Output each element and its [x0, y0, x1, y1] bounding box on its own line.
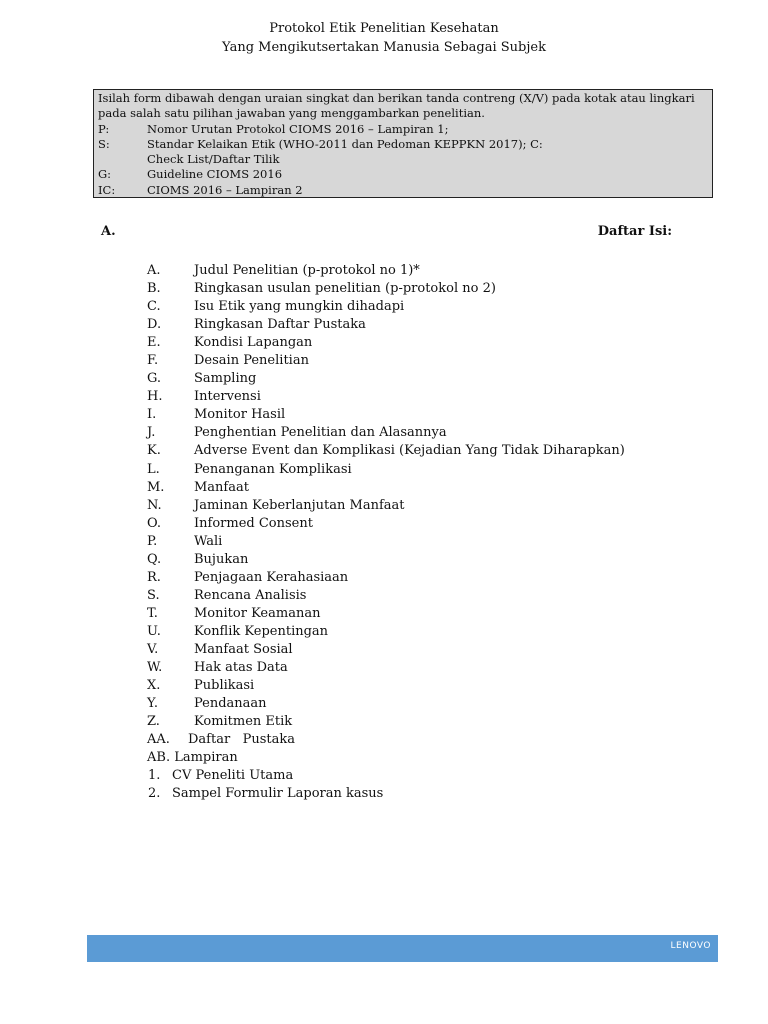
- toc-item: [147, 533, 625, 551]
- toc-letter: X.: [147, 678, 161, 694]
- toc-item: [147, 569, 625, 587]
- toc-letter: E.: [147, 335, 161, 351]
- toc-item: [147, 461, 625, 479]
- appendix-item: [147, 785, 625, 803]
- toc-letter: AA.: [147, 732, 170, 748]
- toc-text: Rencana Analisis: [194, 587, 307, 603]
- toc-item: [147, 497, 625, 515]
- toc-letter: P.: [147, 533, 158, 549]
- toc-text: Konflik Kepentingan: [194, 623, 329, 639]
- toc-letter: V.: [147, 641, 159, 657]
- toc-text: Bujukan: [194, 551, 249, 567]
- legend-code: G:: [98, 167, 112, 182]
- toc-item: [147, 388, 625, 406]
- toc-letter: F.: [147, 353, 159, 369]
- legend-text: Guideline CIOMS 2016: [147, 167, 283, 182]
- instruction-box: [93, 89, 713, 198]
- toc-letter: W.: [147, 660, 163, 676]
- appendix-text: Sampel Formulir Laporan kasus: [172, 786, 384, 802]
- legend-text: CIOMS 2016 – Lampiran 2: [147, 182, 303, 197]
- toc-item: [147, 370, 625, 388]
- document-title: Protokol Etik Penelitian Kesehatan: [269, 21, 499, 36]
- toc-text: Desain Penelitian: [194, 353, 309, 369]
- toc-text: Monitor Keamanan: [194, 605, 321, 621]
- toc-text: Ringkasan Daftar Pustaka: [194, 317, 366, 333]
- instruction-text: Isilah form dibawah dengan uraian singkat dan berikan tanda contreng (X/V) pada kotak atau lingkari pada salah satu pilihan jawaban yang menggambarkan penelitian.: [98, 91, 695, 121]
- document-subtitle: Yang Mengikutsertakan Manusia Sebagai Subjek: [222, 40, 546, 55]
- section-title: Daftar Isi:: [597, 224, 672, 239]
- toc-text: Daftar Pustaka: [188, 732, 295, 748]
- toc-letter: K.: [147, 443, 161, 459]
- appendix-item: [147, 767, 625, 785]
- toc-letter: M.: [147, 479, 165, 495]
- toc-item: [147, 587, 625, 605]
- toc-text: Penanganan Komplikasi: [194, 461, 352, 477]
- toc-text: Ringkasan usulan penelitian (p-protokol no 2): [194, 281, 496, 297]
- appendix-heading-text: AB. Lampiran: [147, 750, 238, 766]
- toc-letter: I.: [147, 407, 157, 423]
- toc-letter: B.: [147, 281, 161, 297]
- toc-item: [147, 262, 625, 280]
- toc-item: [147, 424, 625, 442]
- legend-row: [98, 137, 708, 152]
- toc-letter: D.: [147, 317, 162, 333]
- toc-text: Wali: [194, 533, 223, 549]
- toc-item: [147, 442, 625, 460]
- toc-item: [147, 479, 625, 497]
- toc-letter: Q.: [147, 551, 162, 567]
- toc-letter: O.: [147, 515, 162, 531]
- toc-text: Isu Etik yang mungkin dihadapi: [194, 299, 405, 315]
- toc-text: Jaminan Keberlanjutan Manfaat: [194, 497, 405, 513]
- toc-item: [147, 605, 625, 623]
- toc-text: Kondisi Lapangan: [194, 335, 313, 351]
- toc-item: [147, 280, 625, 298]
- toc-text: Publikasi: [194, 678, 255, 694]
- appendix-text: CV Peneliti Utama: [172, 768, 294, 784]
- legend-row: [98, 152, 708, 167]
- toc-letter: S.: [147, 587, 160, 603]
- legend-text: Check List/Daftar Tilik: [147, 152, 280, 167]
- toc-letter: C.: [147, 299, 161, 315]
- toc-item: [147, 551, 625, 569]
- toc-text: Pendanaan: [194, 696, 267, 712]
- toc-letter: N.: [147, 497, 162, 513]
- toc-text: Intervensi: [194, 389, 261, 405]
- toc-item: [147, 641, 625, 659]
- toc-letter: J.: [147, 425, 156, 441]
- footer-bar: [87, 935, 718, 962]
- toc-text: Monitor Hasil: [194, 407, 286, 423]
- legend-row: [98, 167, 708, 182]
- legend-code: S:: [98, 136, 110, 151]
- toc-text: Manfaat: [194, 479, 249, 495]
- toc-text: Manfaat Sosial: [194, 641, 293, 657]
- toc-item: [147, 316, 625, 334]
- toc-item: [147, 731, 625, 749]
- footer-brand-text: LENOVO: [670, 941, 711, 951]
- toc-text: Hak atas Data: [194, 660, 288, 676]
- toc-letter: H.: [147, 389, 163, 405]
- appendix-number: 2.: [148, 786, 161, 802]
- toc-text: Sampling: [194, 371, 257, 387]
- legend-code: P:: [98, 121, 110, 136]
- legend-text: Nomor Urutan Protokol CIOMS 2016 – Lampiran 1;: [147, 121, 449, 136]
- appendix-heading: [147, 749, 625, 767]
- toc-item: [147, 713, 625, 731]
- appendix-number: 1.: [148, 768, 161, 784]
- toc-item: [147, 352, 625, 370]
- toc-item: [147, 659, 625, 677]
- legend-row: [98, 122, 708, 137]
- toc-letter: L.: [147, 461, 160, 477]
- toc-text: Penghentian Penelitian dan Alasannya: [194, 425, 447, 441]
- toc-item: [147, 623, 625, 641]
- legend-text: Standar Kelaikan Etik (WHO-2011 dan Pedoman KEPPKN 2017); C:: [147, 136, 543, 151]
- legend-code: [98, 152, 147, 167]
- toc-letter: R.: [147, 569, 161, 585]
- toc-letter: Y.: [147, 696, 159, 712]
- toc-text: Penjagaan Kerahasiaan: [194, 569, 349, 585]
- legend-row: [98, 183, 708, 198]
- toc-letter: Z.: [147, 714, 160, 730]
- toc-letter: A.: [147, 263, 161, 278]
- toc-text: Informed Consent: [194, 515, 313, 531]
- toc-letter: T.: [147, 605, 158, 621]
- toc-letter: U.: [147, 623, 161, 639]
- toc-text: Judul Penelitian (p-protokol no 1)*: [194, 263, 420, 278]
- toc-item: [147, 334, 625, 352]
- toc-item: [147, 406, 625, 424]
- toc-item: [147, 677, 625, 695]
- toc-text: Adverse Event dan Komplikasi (Kejadian Yang Tidak Diharapkan): [194, 443, 625, 459]
- legend-code: IC:: [98, 182, 116, 197]
- toc-letter: G.: [147, 371, 162, 387]
- table-of-contents: [147, 262, 625, 803]
- section-letter: A.: [101, 224, 116, 239]
- toc-text: Komitmen Etik: [194, 714, 293, 730]
- toc-item: [147, 515, 625, 533]
- toc-item: [147, 695, 625, 713]
- toc-item: [147, 298, 625, 316]
